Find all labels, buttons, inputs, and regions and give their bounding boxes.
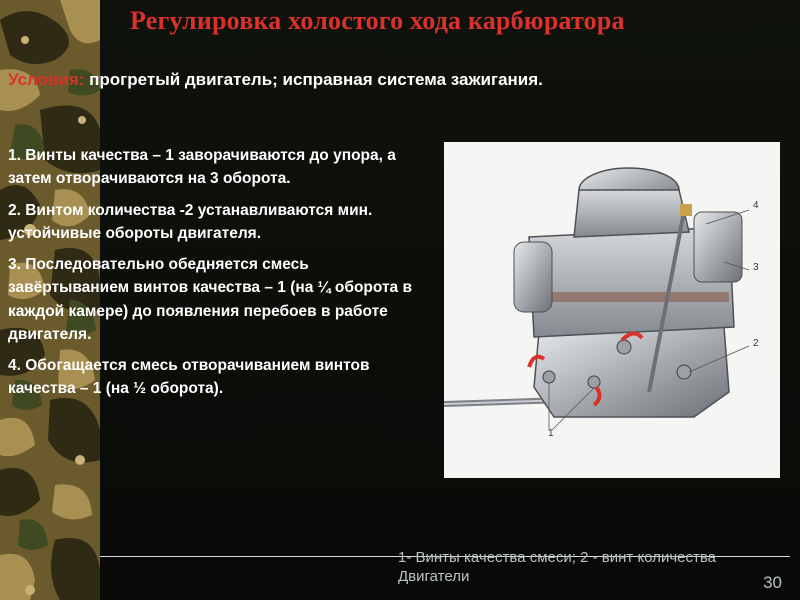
step-item: 3. Последовательно обедняется смесь завёртыванием винтов качества – 1 (на ¼ оборота в каждой камере) до появления перебоев в работе двигателя. <box>8 256 413 343</box>
callout-4-label: 4 <box>753 200 759 211</box>
carburetor-illustration <box>444 142 780 478</box>
step-item: 4. Обогащается смесь отворачиванием винтов качества – 1 (на ½ оборота). <box>8 357 370 398</box>
callout-2-label: 2 <box>753 338 759 349</box>
callout-3-label: 3 <box>753 262 759 273</box>
carburetor-figure <box>444 142 780 478</box>
conditions-label: Условия: <box>8 70 85 89</box>
page-number: 30 <box>763 573 782 592</box>
slide-title: Регулировка холостого хода карбюратора <box>130 6 625 35</box>
callout-1-label: 1 <box>548 428 554 439</box>
steps-list <box>8 144 433 409</box>
conditions-line <box>8 70 543 90</box>
conditions-text: прогретый двигатель; исправная система зажигания. <box>89 70 543 89</box>
figure-caption: 1- Винты качества смеси; 2 - винт количества Двигатели <box>398 549 716 585</box>
step-item: 2. Винтом количества -2 устанавливаются мин. устойчивые обороты двигателя. <box>8 201 373 242</box>
step-item: 1. Винты качества – 1 заворачиваются до упора, а затем отворачиваются на 3 оборота. <box>8 147 396 188</box>
